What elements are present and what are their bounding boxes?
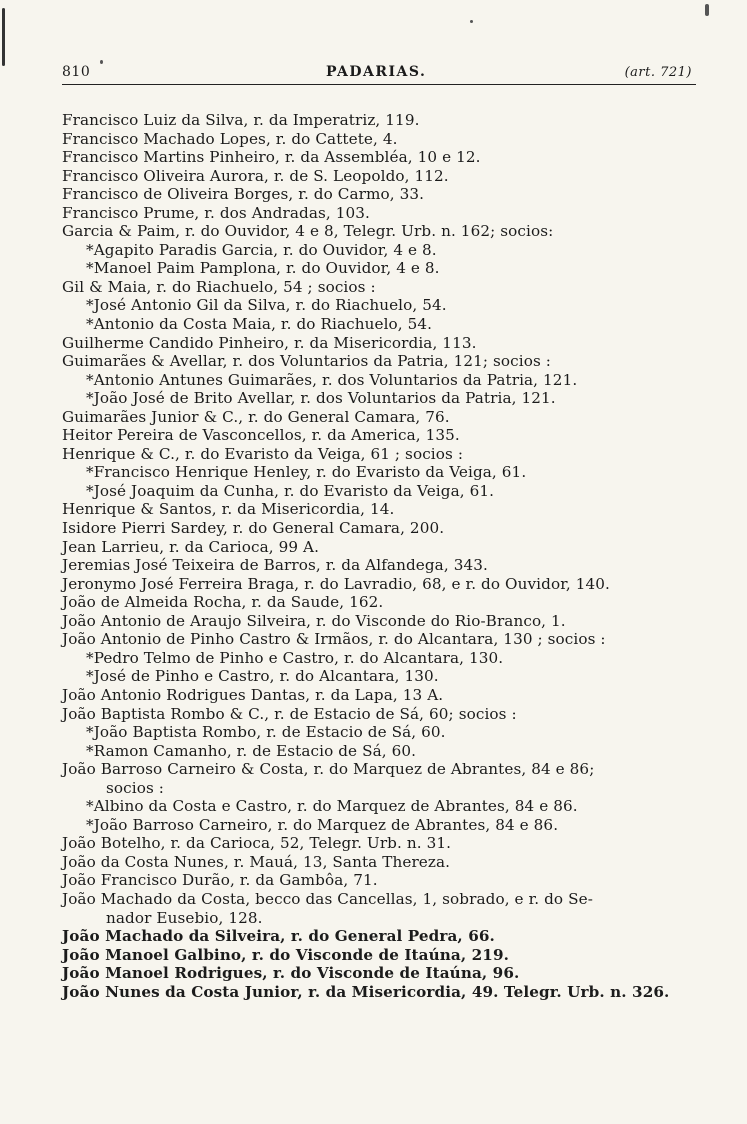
directory-entry: Jean Larrieu, r. da Carioca, 99 A. [62,537,320,556]
directory-entry: Guimarães Junior & C., r. do General Camara, 76. [62,407,450,426]
directory-entry: Francisco Luiz da Silva, r. da Imperatriz, 119. [62,111,420,129]
directory-entry: João Francisco Durão, r. da Gambôa, 71. [62,871,378,890]
running-title: PADARIAS. [326,64,427,80]
ink-speck [705,4,709,16]
directory-entry: João Manoel Galbino, r. do Visconde de Itaúna, 219. [62,945,509,964]
directory-entry: Gil & Maia, r. do Riachuelo, 54 ; socios : [62,277,376,296]
directory-entry: Henrique & Santos, r. da Misericordia, 14. [62,500,395,519]
directory-entry: Guimarães & Avellar, r. dos Voluntarios da Patria, 121; socios : [62,352,551,371]
partner-entry: *Ramon Camanho, r. de Estacio de Sá, 60. [86,741,417,760]
partner-entry: *José Joaquim da Cunha, r. do Evaristo da Veiga, 61. [86,481,495,500]
partner-entry: *João Barroso Carneiro, r. do Marquez de Abrantes, 84 e 86. [86,815,559,834]
partner-entry: *João José de Brito Avellar, r. dos Voluntarios da Patria, 121. [86,389,556,408]
directory-entry: Francisco de Oliveira Borges, r. do Carmo, 33. [62,185,425,204]
directory-entry: João de Almeida Rocha, r. da Saude, 162. [62,593,384,612]
directory-entry: Francisco Martins Pinheiro, r. da Assembléa, 10 e 12. [62,148,481,167]
directory-entry: João Antonio Rodrigues Dantas, r. da Lapa, 13 A. [62,685,444,704]
page-header [62,58,696,85]
directory-entry: João Antonio de Araujo Silveira, r. do Visconde do Rio-Branco, 1. [62,611,566,630]
directory-entry: João Botelho, r. da Carioca, 52, Telegr. Urb. n. 31. [62,834,452,853]
directory-entry: João da Costa Nunes, r. Mauá, 13, Santa Thereza. [62,852,451,871]
directory-entry: João Nunes da Costa Junior, r. da Misericordia, 49. Telegr. Urb. n. 326. [62,982,670,1001]
directory-entry: João Machado da Silveira, r. do General Pedra, 66. [62,927,495,946]
partner-entry: *José Antonio Gil da Silva, r. do Riachuelo, 54. [86,296,447,315]
directory-entry: Henrique & C., r. do Evaristo da Veiga, 61 ; socios : [62,444,464,463]
directory-entry: Francisco Oliveira Aurora, r. de S. Leopoldo, 112. [62,166,449,185]
partner-entry: *Agapito Paradis Garcia, r. do Ouvidor, 4 e 8. [86,240,437,259]
directory-entry: Francisco Prume, r. dos Andradas, 103. [62,203,370,222]
directory-entry: João Antonio de Pinho Castro & Irmãos, r. do Alcantara, 130 ; socios : [62,630,606,649]
directory-entry: Isidore Pierri Sardey, r. do General Camara, 200. [62,519,445,538]
article-reference: (art. 721) [624,65,692,80]
ink-speck [470,20,473,23]
directory-entry: Guilherme Candido Pinheiro, r. da Misericordia, 113. [62,333,477,352]
directory-entry: Jeronymo José Ferreira Braga, r. do Lavradio, 68, e r. do Ouvidor, 140. [62,574,610,593]
binding-edge-mark [2,8,5,66]
partner-entry: *Antonio da Costa Maia, r. do Riachuelo, 54. [86,315,433,334]
directory-entry: nador Eusebio, 128. [106,908,263,927]
directory-entry: Francisco Machado Lopes, r. do Cattete, 4. [62,129,398,148]
partner-entry: *Francisco Henrique Henley, r. do Evaristo da Veiga, 61. [86,463,527,482]
directory-entry: Garcia & Paim, r. do Ouvidor, 4 e 8, Telegr. Urb. n. 162; socios: [62,222,554,241]
directory-entry: Heitor Pereira de Vasconcellos, r. da America, 135. [62,426,460,445]
directory-entry: João Baptista Rombo & C., r. de Estacio de Sá, 60; socios : [62,704,517,723]
partner-entry: *Antonio Antunes Guimarães, r. dos Voluntarios da Patria, 121. [86,370,578,389]
directory-entry: João Machado da Costa, becco das Cancellas, 1, sobrado, e r. do Se- [62,889,593,908]
directory-entry: socios : [106,778,164,797]
partner-entry: *José de Pinho e Castro, r. do Alcantara, 130. [86,667,439,686]
directory-entries [0,111,747,1001]
partner-entry: *Manoel Paim Pamplona, r. do Ouvidor, 4 e 8. [86,259,440,278]
partner-entry: *João Baptista Rombo, r. de Estacio de Sá, 60. [86,723,446,742]
partner-entry: *Albino da Costa e Castro, r. do Marquez de Abrantes, 84 e 86. [86,797,578,816]
directory-entry: Jeremias José Teixeira de Barros, r. da Alfandega, 343. [62,556,488,575]
directory-entry: João Barroso Carneiro & Costa, r. do Marquez de Abrantes, 84 e 86; [62,760,595,779]
directory-entry: João Manoel Rodrigues, r. do Visconde de Itaúna, 96. [62,964,520,983]
partner-entry: *Pedro Telmo de Pinho e Castro, r. do Alcantara, 130. [86,648,504,667]
page-number: 810 [62,64,91,80]
